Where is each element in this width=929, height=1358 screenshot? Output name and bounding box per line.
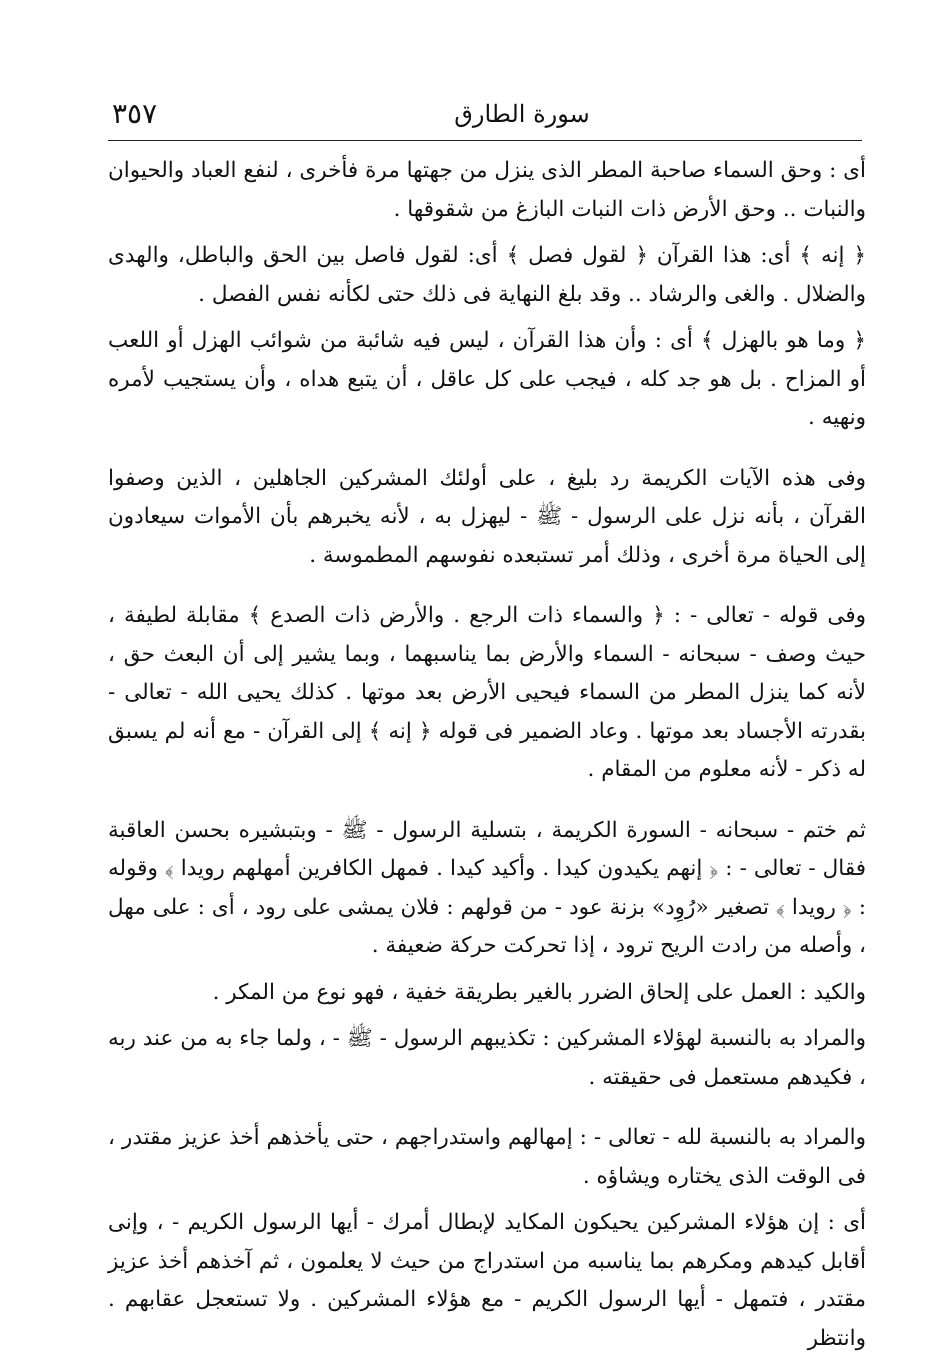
paragraph-1: أى : وحق السماء صاحبة المطر الذى ينزل من جهتها مرة فأخرى ، لنفع العباد والحيوان والنبات .. وحق الأرض ذات النبات البازغ من شقوقها .: [108, 158, 866, 222]
paragraph-8: والمراد به بالنسبة لهؤلاء المشركين : تكذيبهم الرسول - ﷺ - ، ولما جاء به من عند ربه ، فكيدهم مستعمل فى حقيقته .: [108, 1026, 866, 1090]
paragraph-9: والمراد به بالنسبة لله - تعالى - : إمهالهم واستدراجهم ، حتى يأخذهم أخذ عزيز مقتدر ، فى الوقت الذى يختاره ويشاؤه .: [108, 1125, 866, 1189]
page-header: [112, 92, 862, 136]
paragraph-5: وفى قوله - تعالى - : ﴿ والسماء ذات الرجع . والأرض ذات الصدع ﴾ مقابلة لطيفة ، حيث وصف - سبحانه - السماء والأرض بما يناسبهما ، وبما يشير إلى أن البعث حق ، لأنه كما ينزل المطر من السماء فيحيى الأرض بعد موتها . كذلك يحيى الله - تعالى - بقدرته الأجساد بعد موتها . وعاد الضمير فى قوله ﴿ إنه ﴾ إلى القرآن - مع أنه لم يسبق له ذكر - لأنه معلوم من المقام .: [108, 603, 866, 782]
page-number: ٣٥٧: [112, 97, 158, 130]
paragraph-4: وفى هذه الآيات الكريمة رد بليغ ، على أولئك المشركين الجاهلين ، الذين وصفوا القرآن ، بأنه نزل على الرسول - ﷺ - ليهزل به ، لأنه يخبرهم بأن الأموات سيعادون إلى الحياة مرة أخرى ، وذلك أمر تستبعده نفوسهم المطموسة .: [108, 465, 866, 568]
paragraph-6: ثم ختم - سبحانه - السورة الكريمة ، بتسلية الرسول - ﷺ - وبتبشيره بحسن العاقبة فقال - تعالى - : ﴿ إنهم يكيدون كيدا . وأكيد كيدا . فمهل الكافرين أمهلهم رويدا ﴾ وقوله : ﴿ رويدا ﴾ تصغير «رُوِد» بزنة عود - من قولهم : فلان يمشى على رود ، أى : على مهل ، وأصله من رادت الريح ترود ، إذا تحركت حركة ضعيفة .: [108, 817, 866, 958]
page-body: [108, 152, 866, 1358]
surah-title: سورة الطارق: [454, 100, 590, 128]
paragraph-2: ﴿ إنه ﴾ أى: هذا القرآن ﴿ لقول فصل ﴾ أى: لقول فاصل بين الحق والباطل، والهدى والضلال . والغى والرشاد .. وقد بلغ النهاية فى ذلك حتى لكأنه نفس الفصل .: [108, 243, 866, 307]
paragraph-10: أى : إن هؤلاء المشركين يحيكون المكايد لإبطال أمرك - أيها الرسول الكريم - ، وإنى أقابل كيدهم ومكرهم بما يناسبه من استدراج من حيث لا يعلمون ، ثم آخذهم أخذ عزيز مقتدر ، فتمهل - أيها الرسول الكريم - مع هؤلاء المشركين . ولا تستعجل عقابهم . وانتظر: [108, 1210, 866, 1351]
paragraph-7: والكيد : العمل على إلحاق الضرر بالغير بطريقة خفية ، فهو نوع من المكر .: [212, 979, 866, 1005]
paragraph-3: ﴿ وما هو بالهزل ﴾ أى : وأن هذا القرآن ، ليس فيه شائبة من شوائب الهزل أو اللعب أو المزاح . بل هو جد كله ، فيجب على كل عاقل ، أن يتبع هداه ، وأن يستجيب لأمره ونهيه .: [108, 328, 866, 430]
header-divider: [108, 140, 862, 141]
